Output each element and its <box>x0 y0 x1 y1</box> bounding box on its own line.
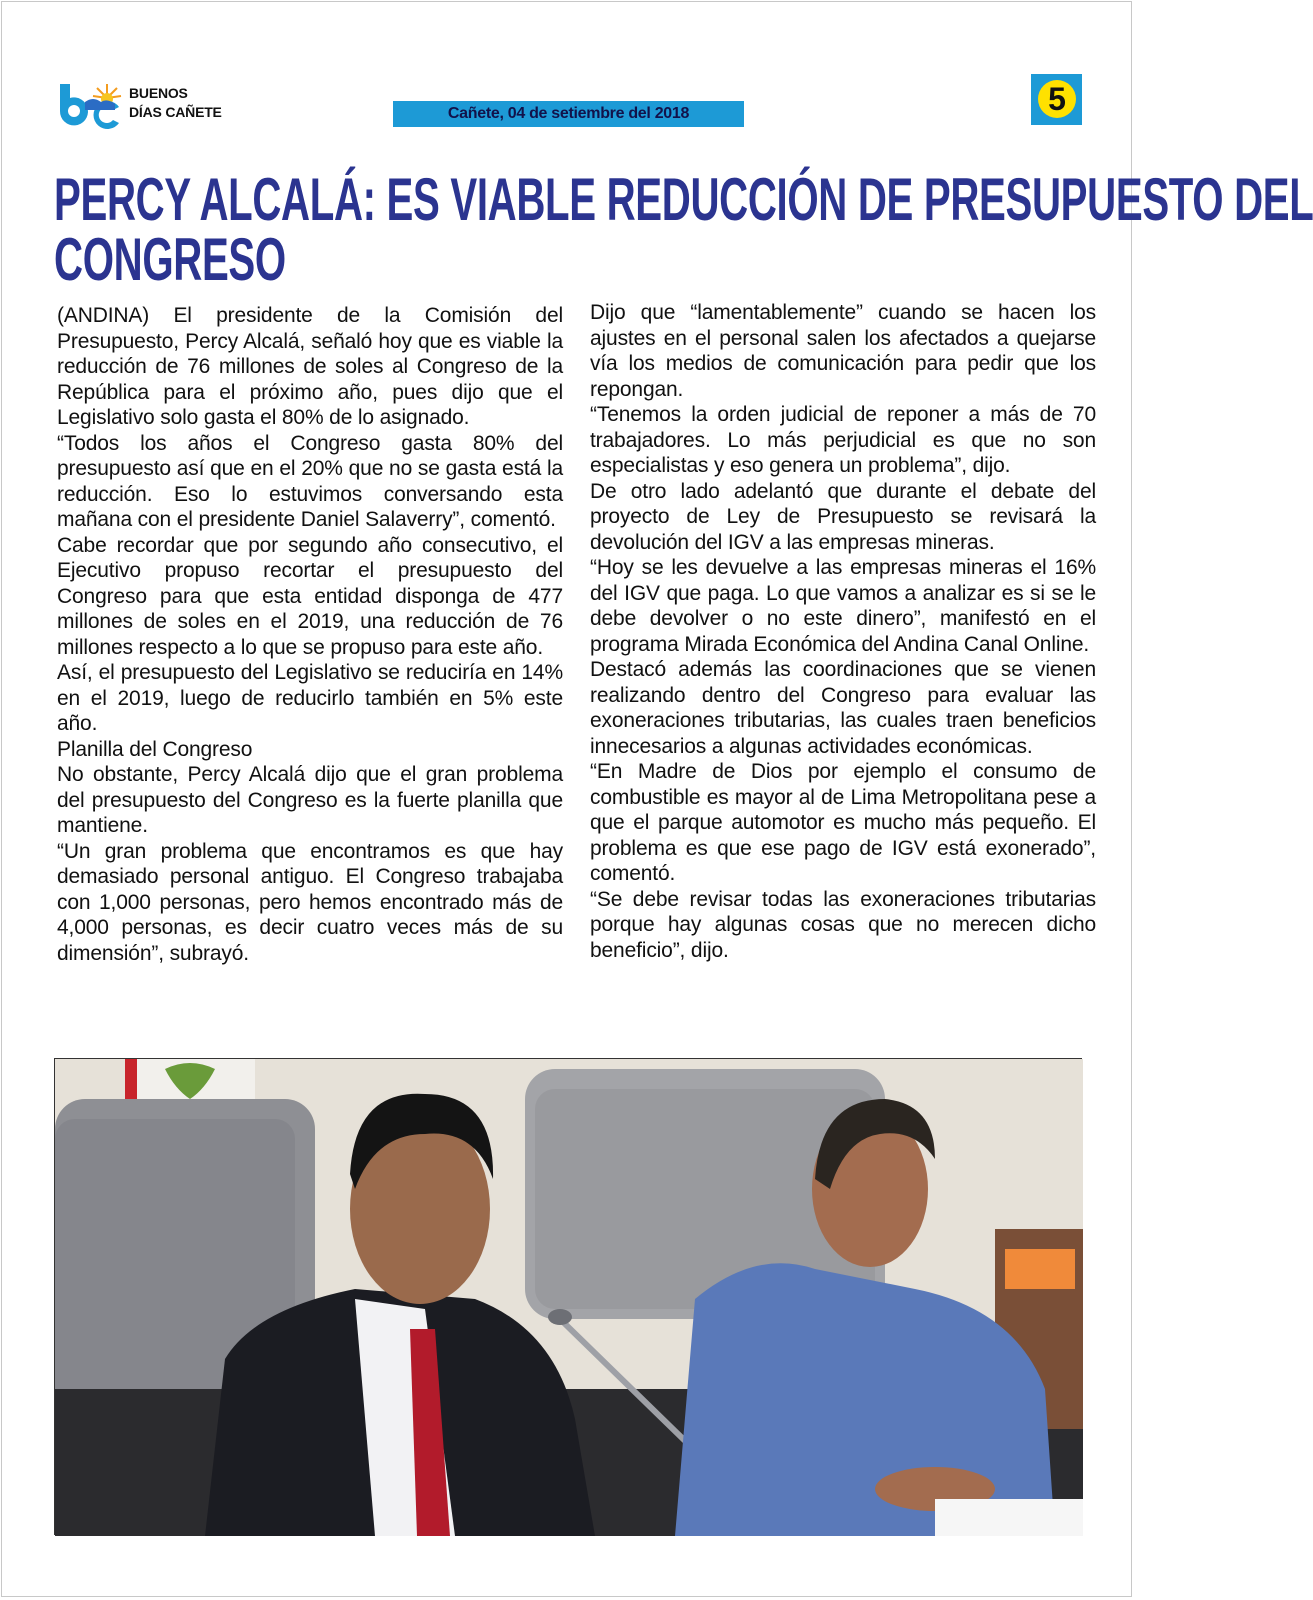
logo-line-2: DÍAS CAÑETE <box>129 104 222 120</box>
paragraph: (ANDINA) El presidente de la Comisión del Presupuesto, Percy Alcalá, señaló hoy que es viable la reducción de 76 millones de soles al Congreso de la República para el próximo año, pues dijo que el Legislativo solo gasta el 80% de lo asignado. <box>57 304 563 429</box>
paragraph: No obstante, Percy Alcalá dijo que el gran problema del presupuesto del Congreso es la fuerte planilla que mantiene. <box>57 763 563 837</box>
paragraph: “Todos los años el Congreso gasta 80% del presupuesto así que en el 20% que no se gasta está la reducción. Eso lo estuvimos conversando esta mañana con el presidente Daniel Salaverry”, comentó. <box>57 431 563 531</box>
masthead-logo <box>57 80 247 132</box>
paragraph: “Hoy se les devuelve a las empresas mineras el 16% del IGV que paga. Lo que vamos a analizar es si se le debe devolver o no este dinero”, manifestó en el programa Mirada Económica del Andina Canal Online. <box>590 556 1096 656</box>
logo-line-1: BUENOS <box>129 85 188 101</box>
article-headline <box>54 166 1313 293</box>
article-column-right <box>590 300 1096 963</box>
page-number: 5 <box>1038 80 1076 118</box>
paragraph: “Un gran problema que encontramos es que hay demasiado personal antiguo. El Congreso trabajaba con 1,000 personas, pero hemos encontrado más de 4,000 personas, es decir cuatro veces más de su dimensión”, subrayó. <box>57 839 563 965</box>
paragraph: “Se debe revisar todas las exoneraciones tributarias porque hay algunas cosas que no merecen dicho beneficio”, dijo. <box>590 887 1096 962</box>
newspaper-page <box>1 1 1313 1597</box>
paragraph: Cabe recordar que por segundo año consecutivo, el Ejecutivo propuso recortar el presupuesto del Congreso para que esta entidad disponga de 477 millones de soles en el 2019, una reducción de 76 millones respecto a lo que se propuso para este año. <box>57 533 563 659</box>
headline-line-1: PERCY ALCALÁ: ES VIABLE REDUCCIÓN DE PRESUPUESTO DEL <box>54 166 1313 233</box>
paragraph: Así, el presupuesto del Legislativo se reduciría en 14% en el 2019, luego de reducirlo también en 5% este año. <box>57 661 563 735</box>
article-column-left <box>57 303 563 966</box>
article-photo <box>54 1058 1082 1535</box>
dateline-bar: Cañete, 04 de setiembre del 2018 <box>393 101 744 127</box>
paragraph: De otro lado adelantó que durante el debate del proyecto de Ley de Presupuesto se revisará la devolución del IGV a las empresas mineras. <box>590 479 1096 554</box>
bc-sunrise-logo-icon <box>57 80 125 132</box>
paragraph: Dijo que “lamentablemente” cuando se hacen los ajustes en el personal salen los afectados a quejarse vía los medios de comunicación para pedir que los repongan. <box>590 301 1096 401</box>
subheading: Planilla del Congreso <box>57 737 253 761</box>
logo-wordmark <box>129 84 222 122</box>
congress-meeting-photo <box>55 1059 1083 1536</box>
headline-line-2: CONGRESO <box>54 226 286 293</box>
page-number-badge <box>1031 74 1082 125</box>
paragraph: “Tenemos la orden judicial de reponer a más de 70 trabajadores. Lo más perjudicial es que no son especialistas y eso genera un problema”, dijo. <box>590 403 1096 477</box>
paragraph: “En Madre de Dios por ejemplo el consumo de combustible es mayor al de Lima Metropolitana pese a que el parque automotor es mucho más pequeño. El problema es que ese pago de IGV está exonerado”, comentó. <box>590 760 1096 885</box>
paragraph: Destacó además las coordinaciones que se vienen realizando dentro del Congreso para evaluar las exoneraciones tributarias, las cuales traen beneficios innecesarios a algunas actividades económicas. <box>590 658 1096 758</box>
